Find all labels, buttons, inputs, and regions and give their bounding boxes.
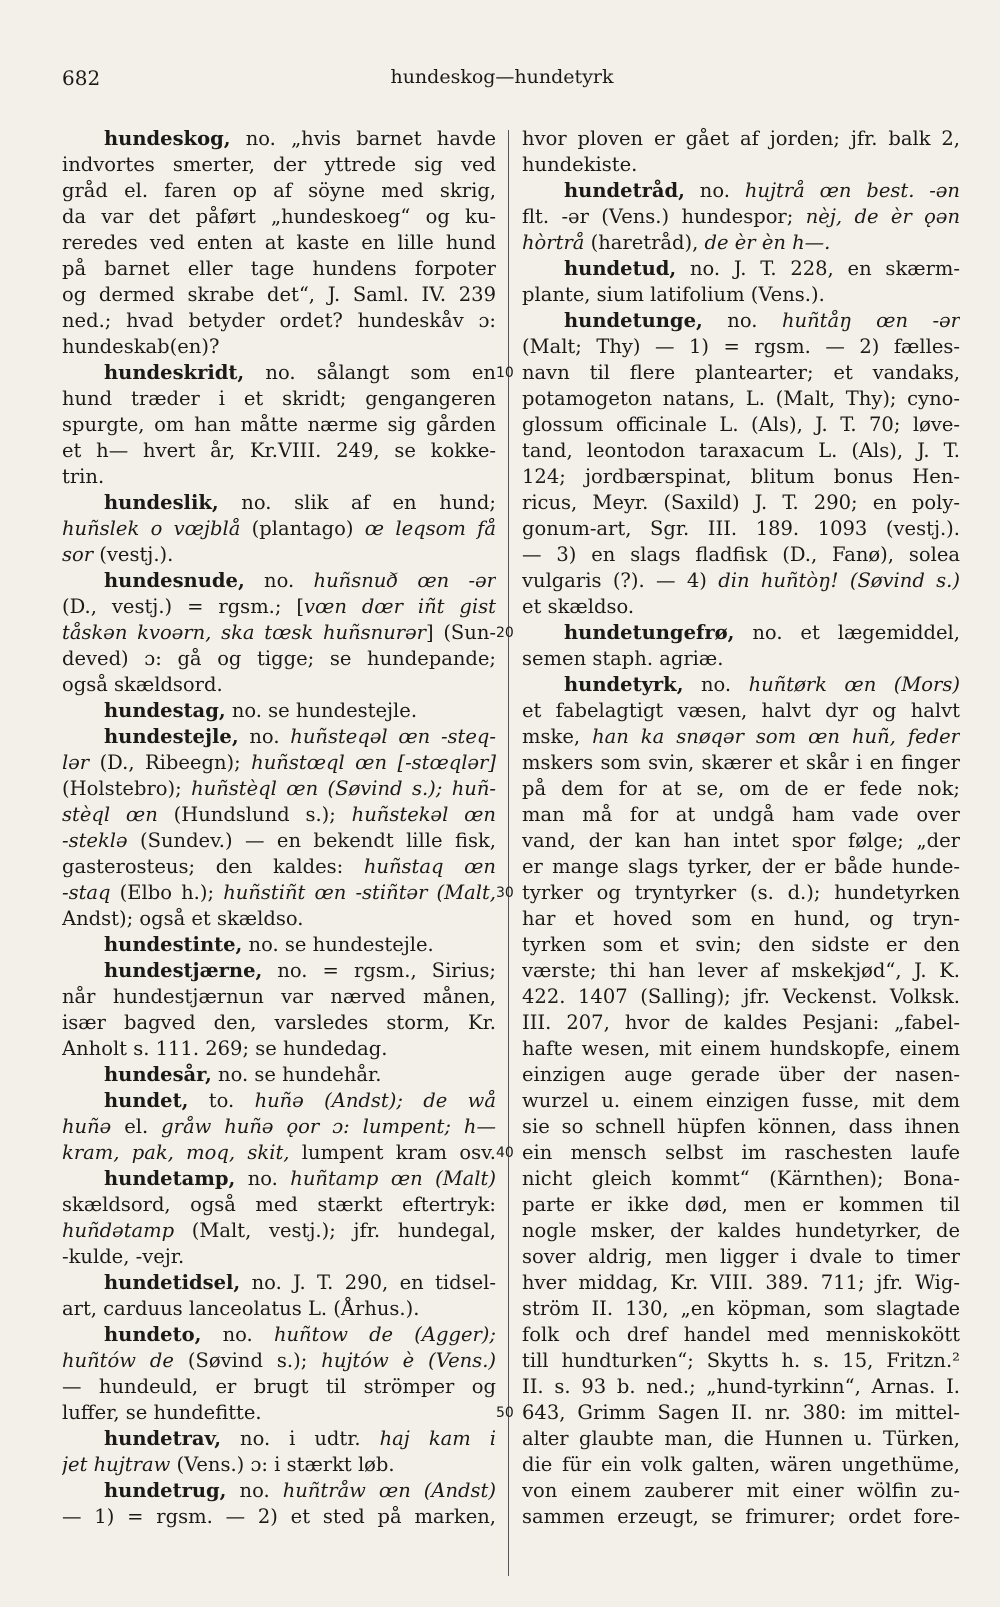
dialect-form: hòrtrå xyxy=(522,231,585,254)
dialect-form: haj kam i xyxy=(379,1427,496,1450)
entry-headword-line xyxy=(62,1088,496,1114)
dialect-form: huñtåŋ œn -ər xyxy=(781,309,960,332)
text-line xyxy=(522,1062,960,1088)
text-line xyxy=(62,438,496,464)
line-text: parte er ikke død, men er kommen til xyxy=(522,1193,960,1216)
headword: hundestinte, xyxy=(104,933,243,956)
text-line xyxy=(522,698,960,724)
line-text: no. xyxy=(702,309,782,332)
line-text: no. se hundestejle. xyxy=(225,699,418,722)
entry-headword-line xyxy=(522,178,960,204)
text-line xyxy=(522,646,960,672)
text-line xyxy=(62,282,496,308)
line-text: (D., vestj.) = rgsm.; [ xyxy=(62,595,305,618)
line-text: to. xyxy=(188,1089,255,1112)
line-number-30: 30 xyxy=(496,885,514,901)
text-line xyxy=(62,1114,496,1140)
headword: hundesår, xyxy=(104,1063,212,1086)
entry-headword-line xyxy=(522,256,960,282)
dialect-form: jet hujtraw xyxy=(62,1453,171,1476)
text-line xyxy=(522,568,960,594)
text-line xyxy=(522,516,960,542)
text-line xyxy=(522,1478,960,1504)
text-line xyxy=(62,386,496,412)
text-line xyxy=(522,1452,960,1478)
dialect-form: stèql œn xyxy=(62,803,158,826)
line-text: no. se hundehår. xyxy=(211,1063,382,1086)
dialect-form: œ leqsom få xyxy=(364,517,496,540)
line-text: deved) ɔ: gå og tigge; se hundepande; xyxy=(62,647,496,670)
line-text: alter glaubte man, die Hunnen u. Türken, xyxy=(522,1427,960,1450)
line-text: II. s. 93 b. ned.; „hund-tyrkinn“, Arnas. I. xyxy=(522,1375,960,1398)
line-text: har et hoved som en hund, og tryn- xyxy=(522,907,960,930)
text-line xyxy=(522,724,960,750)
line-text: da var det påført „hundeskoeg“ og ku- xyxy=(62,205,496,228)
entry-headword-line xyxy=(62,1322,496,1348)
text-line xyxy=(62,542,496,568)
text-line xyxy=(62,984,496,1010)
text-line xyxy=(62,776,496,802)
line-text: — 1) = rgsm. — 2) et sted på marken, xyxy=(62,1505,496,1528)
entry-headword-line xyxy=(62,1426,496,1452)
line-text: mskers som svin, skærer et skår i en finger xyxy=(522,751,960,774)
text-line xyxy=(62,1140,496,1166)
headword: hundetidsel, xyxy=(104,1271,241,1294)
text-line xyxy=(62,1348,496,1374)
line-text: (Hundslund s.); xyxy=(157,803,352,826)
text-line xyxy=(62,1504,496,1530)
text-line xyxy=(522,1036,960,1062)
line-text: no. slik af en hund; xyxy=(218,491,496,514)
text-line xyxy=(62,152,496,178)
line-text: (Sundev.) — en bekendt lille fisk, xyxy=(127,829,496,852)
line-text: no. xyxy=(226,1479,283,1502)
line-text: sover aldrig, men ligger i dvale to timer xyxy=(522,1245,960,1268)
line-text: art, carduus lanceolatus L. (Århus.). xyxy=(62,1297,420,1320)
line-text: lumpent kram osv. xyxy=(289,1141,496,1164)
line-text: no. = rgsm., Sirius; xyxy=(262,959,496,982)
line-number-20: 20 xyxy=(496,625,514,641)
line-number-40: 40 xyxy=(496,1145,514,1161)
line-text: no. sålangt som en xyxy=(244,361,496,384)
text-line xyxy=(522,1374,960,1400)
text-line xyxy=(62,464,496,490)
line-text: no. „hvis barnet havde xyxy=(230,127,496,150)
text-line xyxy=(62,1218,496,1244)
text-line xyxy=(522,204,960,230)
dialect-form: nèj, de èr ǫən xyxy=(805,205,960,228)
text-line xyxy=(62,1192,496,1218)
line-text: semen staph. agriæ. xyxy=(522,647,724,670)
line-text: ström II. 130, „en köpman, som slagtade xyxy=(522,1297,960,1320)
dialect-form: -steklə xyxy=(62,829,128,852)
line-text: vand, der kan han intet spor følge; „der xyxy=(522,829,960,852)
line-text: nogle msker, der kaldes hundetyrker, de xyxy=(522,1219,960,1242)
line-number-10: 10 xyxy=(496,365,514,381)
line-text: trin. xyxy=(62,465,105,488)
line-text: — hundeuld, er brugt til strömper og xyxy=(62,1375,496,1398)
text-line xyxy=(62,516,496,542)
headword: hundeto, xyxy=(104,1323,202,1346)
dialect-form: huñsnuð œn -ər xyxy=(313,569,496,592)
dialect-form: han ka snøqər som œn huñ, feder xyxy=(592,725,960,748)
line-text: wurzel u. einem einzigen fusse, mit dem xyxy=(522,1089,960,1112)
line-text: no. J. T. 228, en skærm- xyxy=(676,257,960,280)
line-text: potamogeton natans, L. (Malt, Thy); cyno- xyxy=(522,387,960,410)
line-text: tyrken som et svin; den sidste er den xyxy=(522,933,960,956)
dialect-form: huñtów de xyxy=(62,1349,174,1372)
running-head: hundeskog—hundetyrk xyxy=(390,66,614,88)
text-line xyxy=(522,1270,960,1296)
text-line xyxy=(62,802,496,828)
text-line xyxy=(62,672,496,698)
line-text: einzigen auge gerade über der nasen- xyxy=(522,1063,960,1086)
text-line xyxy=(522,1322,960,1348)
text-line xyxy=(62,204,496,230)
text-line xyxy=(62,256,496,282)
text-line xyxy=(62,1296,496,1322)
headword: hundetamp, xyxy=(104,1167,236,1190)
line-text: no. i udtr. xyxy=(221,1427,380,1450)
entry-headword-line xyxy=(62,1166,496,1192)
line-text: (Holstebro); xyxy=(62,777,192,800)
line-text: indvortes smerter, der yttrede sig ved xyxy=(62,153,496,176)
line-text: ned.; hvad betyder ordet? hundeskåv ɔ: xyxy=(62,309,496,332)
headword: hundestjærne, xyxy=(104,959,263,982)
entry-headword-line xyxy=(522,672,960,698)
text-line xyxy=(522,152,960,178)
line-text: hvor ploven er gået af jorden; jfr. balk 2, xyxy=(522,127,960,150)
line-text: navn til flere plantearter; et vandaks, xyxy=(522,361,960,384)
line-text: et fabelagtigt væsen, halvt dyr og halvt xyxy=(522,699,960,722)
line-text: (Malt, vestj.); jfr. hundegal, xyxy=(174,1219,496,1242)
entry-headword-line xyxy=(62,698,496,724)
dialect-form: -staq xyxy=(62,881,111,904)
text-line xyxy=(522,542,960,568)
headword: hundetungefrø, xyxy=(564,621,735,644)
text-line xyxy=(62,178,496,204)
line-text: no. xyxy=(238,725,291,748)
text-line xyxy=(62,1036,496,1062)
line-text: når hundestjærnun var nærved månen, xyxy=(62,985,496,1008)
line-text: no. xyxy=(683,673,749,696)
entry-headword-line xyxy=(522,620,960,646)
text-line xyxy=(62,906,496,932)
headword: hundetrav, xyxy=(104,1427,222,1450)
line-text: man må for at undgå ham vade over xyxy=(522,803,960,826)
headword: hundeskridt, xyxy=(104,361,245,384)
text-line xyxy=(522,1296,960,1322)
text-line xyxy=(522,438,960,464)
text-line xyxy=(522,880,960,906)
line-text: hundekiste. xyxy=(522,153,638,176)
line-text: skældsord, også med stærkt eftertryk: xyxy=(62,1193,496,1216)
text-line xyxy=(62,854,496,880)
line-text: sammen erzeugt, se frimurer; ordet fore- xyxy=(522,1505,960,1528)
line-text: till hundturken“; Skytts h. s. 15, Fritzn.² xyxy=(522,1349,960,1372)
text-line xyxy=(522,984,960,1010)
text-line xyxy=(62,308,496,334)
line-text: gasterosteus; den kaldes: xyxy=(62,855,364,878)
line-text: die für ein volk galten, wären ungethüme, xyxy=(522,1453,960,1476)
text-line xyxy=(62,1244,496,1270)
line-text: no. et lægemiddel, xyxy=(734,621,960,644)
text-line xyxy=(62,828,496,854)
text-line xyxy=(62,1010,496,1036)
line-text: værste; thi han lever af mskekjød“, J. K. xyxy=(522,959,960,982)
text-line xyxy=(522,594,960,620)
line-text: spurgte, om han måtte nærme sig gården xyxy=(62,413,496,436)
line-text: ricus, Meyr. (Saxild) J. T. 290; en poly- xyxy=(522,491,960,514)
line-text: (vestj.). xyxy=(93,543,174,566)
page-number: 682 xyxy=(62,66,101,90)
page-header xyxy=(62,66,942,96)
dialect-form: huñə xyxy=(62,1115,112,1138)
line-text: Anholt s. 111. 269; se hundedag. xyxy=(62,1037,388,1060)
dialect-form: huñtørk œn (Mors) xyxy=(748,673,960,696)
text-line xyxy=(522,230,960,256)
line-number-50: 50 xyxy=(496,1405,514,1421)
headword: hundesnude, xyxy=(104,569,245,592)
line-text: nicht gleich kommt“ (Kärnthen); Bona- xyxy=(522,1167,960,1190)
line-text: -kulde, -vejr. xyxy=(62,1245,185,1268)
text-line xyxy=(522,360,960,386)
line-text: 124; jordbærspinat, blitum bonus Hen- xyxy=(522,465,960,488)
dialect-form: hujtów è (Vens.) xyxy=(321,1349,496,1372)
text-line xyxy=(522,1504,960,1530)
line-text: — 3) en slags fladfisk (D., Fanø), solea xyxy=(522,543,960,566)
text-line xyxy=(522,1010,960,1036)
text-line xyxy=(522,490,960,516)
text-line xyxy=(522,1088,960,1114)
headword: hundestag, xyxy=(104,699,226,722)
entry-headword-line xyxy=(62,958,496,984)
line-text: flt. -ər (Vens.) hundespor; xyxy=(522,205,806,228)
dialect-form: vœn dœr iñt gist xyxy=(304,595,496,618)
text-line xyxy=(62,1452,496,1478)
text-line xyxy=(62,1400,496,1426)
line-text: hundeskab(en)? xyxy=(62,335,220,358)
text-line xyxy=(522,464,960,490)
line-text: gråd el. faren op af söyne med skrig, xyxy=(62,179,496,202)
line-text: er mange slags tyrker, der er både hunde- xyxy=(522,855,960,878)
line-text: no. xyxy=(235,1167,291,1190)
text-line xyxy=(522,126,960,152)
line-text: folk och dref handel med menniskokött xyxy=(522,1323,960,1346)
dialect-form: huñsteqəl œn -steq- xyxy=(290,725,496,748)
text-line xyxy=(62,880,496,906)
line-text: (Vens.) ɔ: i stærkt løb. xyxy=(170,1453,395,1476)
line-text: 643, Grimm Sagen II. nr. 380: im mittel- xyxy=(522,1401,960,1424)
entry-headword-line xyxy=(522,308,960,334)
line-text: Andst); også et skældso. xyxy=(62,907,304,930)
line-text: (Elbo h.); xyxy=(110,881,224,904)
line-text: no. J. T. 290, en tidsel- xyxy=(240,1271,496,1294)
line-text: (D., Ribeegn); xyxy=(89,751,252,774)
text-line xyxy=(522,776,960,802)
entry-headword-line xyxy=(62,490,496,516)
text-line xyxy=(522,1140,960,1166)
line-text: ] (Sun- xyxy=(425,621,496,644)
dialect-form: lər xyxy=(62,751,90,774)
text-line xyxy=(522,1426,960,1452)
line-text: ein mensch selbst im raschesten laufe xyxy=(522,1141,960,1164)
left-column xyxy=(62,126,496,1530)
entry-headword-line xyxy=(62,932,496,958)
headword: hundetrug, xyxy=(104,1479,227,1502)
text-line xyxy=(522,958,960,984)
text-line xyxy=(62,334,496,360)
headword: hundetunge, xyxy=(564,309,703,332)
entry-headword-line xyxy=(62,126,496,152)
text-line xyxy=(522,1244,960,1270)
text-line xyxy=(522,906,960,932)
text-line xyxy=(522,386,960,412)
line-text: især bagved den, varsledes storm, Kr. xyxy=(62,1011,496,1034)
line-text: et h— hvert år, Kr.VIII. 249, se kokke- xyxy=(62,439,496,462)
line-text: også skældsord. xyxy=(62,673,223,696)
text-line xyxy=(522,1114,960,1140)
dialect-form: de èr èn h—. xyxy=(704,231,831,254)
entry-headword-line xyxy=(62,568,496,594)
line-text: (haretråd), xyxy=(584,231,705,254)
text-line xyxy=(62,1374,496,1400)
text-line xyxy=(522,412,960,438)
text-line xyxy=(522,932,960,958)
dialect-form: huñstaq œn xyxy=(363,855,496,878)
text-line xyxy=(522,1400,960,1426)
headword: hundet, xyxy=(104,1089,189,1112)
text-line xyxy=(522,1166,960,1192)
entry-headword-line xyxy=(62,1062,496,1088)
line-text: gonum-art, Sgr. III. 189. 1093 (vestj.). xyxy=(522,517,960,540)
dialect-form: gråw huñə ǫor ɔ: lumpent; h— xyxy=(161,1115,496,1138)
line-text: plante, sium latifolium (Vens.). xyxy=(522,283,825,306)
line-text: reredes ved enten at kaste en lille hund xyxy=(62,231,496,254)
text-line xyxy=(522,750,960,776)
dialect-form: din huñtòŋ! (Søvind s.) xyxy=(718,569,960,592)
headword: hundestejle, xyxy=(104,725,239,748)
line-text: og dermed skrabe det“, J. Saml. IV. 239 xyxy=(62,283,496,306)
headword: hundeskog, xyxy=(104,127,231,150)
line-text: no. xyxy=(684,179,745,202)
line-text: sie so schnell hüpfen können, dass ihnen xyxy=(522,1115,960,1138)
right-column xyxy=(522,126,960,1530)
dialect-form: huñə (Andst); de wå xyxy=(254,1089,496,1112)
dialect-form: tåskən kvoərn, ska tœsk huñsnurər xyxy=(62,621,426,644)
text-line xyxy=(522,828,960,854)
line-text: hund træder i et skridt; gengangeren xyxy=(62,387,496,410)
dialect-form: kram, pak, moq, skit, xyxy=(62,1141,290,1164)
text-line xyxy=(522,1192,960,1218)
text-line xyxy=(62,594,496,620)
line-text: no. xyxy=(244,569,314,592)
line-text: no. se hundestejle. xyxy=(242,933,434,956)
line-text: (Søvind s.); xyxy=(173,1349,322,1372)
line-text: hver middag, Kr. VIII. 389. 711; jfr. Wig- xyxy=(522,1271,960,1294)
line-text: no. xyxy=(201,1323,274,1346)
text-line xyxy=(62,230,496,256)
text-line xyxy=(522,1218,960,1244)
text-line xyxy=(522,802,960,828)
entry-headword-line xyxy=(62,360,496,386)
line-text: vulgaris (?). — 4) xyxy=(522,569,719,592)
text-line xyxy=(522,1348,960,1374)
line-text: hafte wesen, mit einem hundskopfe, einem xyxy=(522,1037,960,1060)
column-divider xyxy=(508,130,509,1576)
dialect-form: huñtråw œn (Andst) xyxy=(282,1479,496,1502)
dialect-form: huñdətamp xyxy=(62,1219,175,1242)
line-text: (Malt; Thy) — 1) = rgsm. — 2) fælles- xyxy=(522,335,960,358)
text-line xyxy=(62,620,496,646)
line-text: (plantago) xyxy=(240,517,365,540)
text-line xyxy=(522,334,960,360)
dialect-form: sor xyxy=(62,543,94,566)
dialect-form: huñstekəl œn xyxy=(351,803,496,826)
line-text: III. 207, hvor de kaldes Pesjani: „fabel- xyxy=(522,1011,960,1034)
text-line xyxy=(522,282,960,308)
text-line xyxy=(62,750,496,776)
entry-headword-line xyxy=(62,1478,496,1504)
line-text: tand, leontodon taraxacum L. (Als), J. T. xyxy=(522,439,960,462)
text-line xyxy=(62,646,496,672)
headword: hundetud, xyxy=(564,257,677,280)
line-text: 422. 1407 (Salling); jfr. Veckenst. Volksk. xyxy=(522,985,960,1008)
headword: hundetyrk, xyxy=(564,673,684,696)
line-text: på dem for at se, om de er fede nok; xyxy=(522,777,960,800)
line-text: mske, xyxy=(522,725,593,748)
entry-headword-line xyxy=(62,1270,496,1296)
dialect-form: huñstèql œn (Søvind s.); huñ- xyxy=(191,777,496,800)
dialect-form: huñstiñt œn -stiñtər (Malt, xyxy=(223,881,496,904)
line-text: et skældso. xyxy=(522,595,635,618)
line-text: el. xyxy=(111,1115,162,1138)
entry-headword-line xyxy=(62,724,496,750)
headword: hundetråd, xyxy=(564,179,685,202)
line-text: på barnet eller tage hundens forpoter xyxy=(62,257,496,280)
line-text: von einem zauberer mit einer wölfin zu- xyxy=(522,1479,960,1502)
headword: hundeslik, xyxy=(104,491,219,514)
text-line xyxy=(522,854,960,880)
dialect-form: huñslek o vœjblå xyxy=(62,517,241,540)
dialect-form: hujtrå œn best. -ən xyxy=(744,179,960,202)
dialect-form: huñstœql œn [-stœqlər] xyxy=(251,751,496,774)
line-text: luffer, se hundefitte. xyxy=(62,1401,262,1424)
dialect-form: huñtamp œn (Malt) xyxy=(290,1167,496,1190)
dialect-form: huñtow de (Agger); xyxy=(273,1323,496,1346)
line-text: glossum officinale L. (Als), J. T. 70; løve- xyxy=(522,413,960,436)
text-line xyxy=(62,412,496,438)
line-text: tyrker og tryntyrker (s. d.); hundetyrken xyxy=(522,881,960,904)
